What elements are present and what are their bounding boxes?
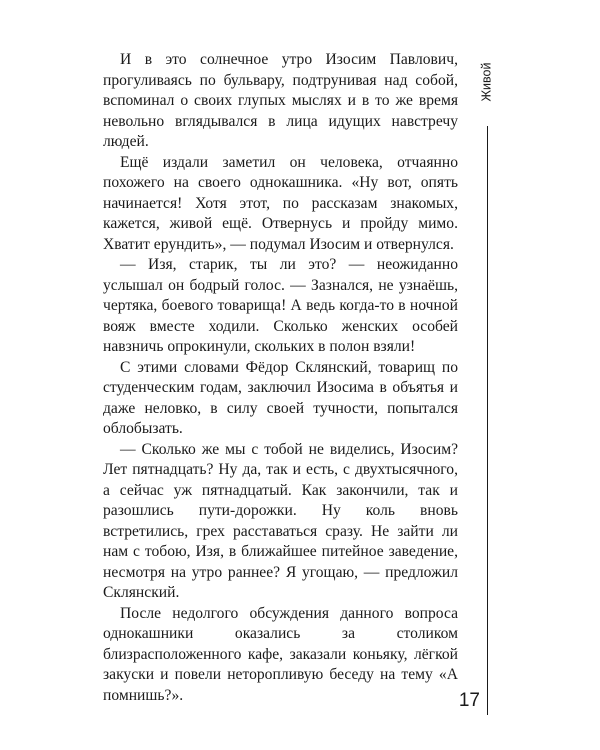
paragraph: — Сколько же мы с тобой не виделись, Изосим? Лет пятнадцать? Ну да, так и есть, с двухтысячного, а сейчас уж пятнадцатый. Как закончили, так и разошлись пути-дорожки. Ну коль вновь встретились, грех расставаться сразу. Не зайти ли нам с тобою, Изя, в ближайшее питейное заведение, несмотря на утро раннее? Я угощаю, — предложил Склянский. — [103, 440, 458, 601]
page-number: 17 — [458, 690, 480, 711]
paragraph: Ещё издали заметил он человека, отчаянно похожего на своего однокашника. «Ну вот, опять начинается! Хотя этот, по рассказам знакомых, кажется, живой ещё. Отвернусь и пройду мимо. Хватит ерундить», — подумал Изосим и отвернулся. — [103, 153, 458, 253]
paragraph: С этими словами Фёдор Склянский, товарищ по студенческим годам, заключил Изосима в объятья и даже неловко, в силу своей тучности, попытался облобызать. — [103, 358, 458, 437]
vertical-rule — [487, 126, 488, 715]
paragraph: После недолгого обсуждения данного вопроса однокашники оказались за столиком близрасположенного кафе, заказали коньяку, лёгкой закуски и повели неторопливую беседу на тему «А помнишь?». — [103, 604, 458, 704]
running-title-text: Живой — [479, 62, 493, 102]
paragraph: И в это солнечное утро Изосим Павлович, прогуливаясь по бульвару, подтрунивая над собой, вспоминал о своих глупых мыслях и в то же время невольно вглядывался в лица идущих навстречу людей. — [103, 51, 458, 150]
paragraph: — Изя, старик, ты ли это? — неожиданно услышал он бодрый голос. — Зазнался, не узнаёшь, чертяка, боевого товарища! А ведь когда-то в ночной вояж вместе ходили. Сколько женских особей навзничь опрокинули, скольких в полон взяли! — [103, 256, 458, 355]
running-title — [476, 46, 496, 118]
body-text — [103, 50, 458, 706]
